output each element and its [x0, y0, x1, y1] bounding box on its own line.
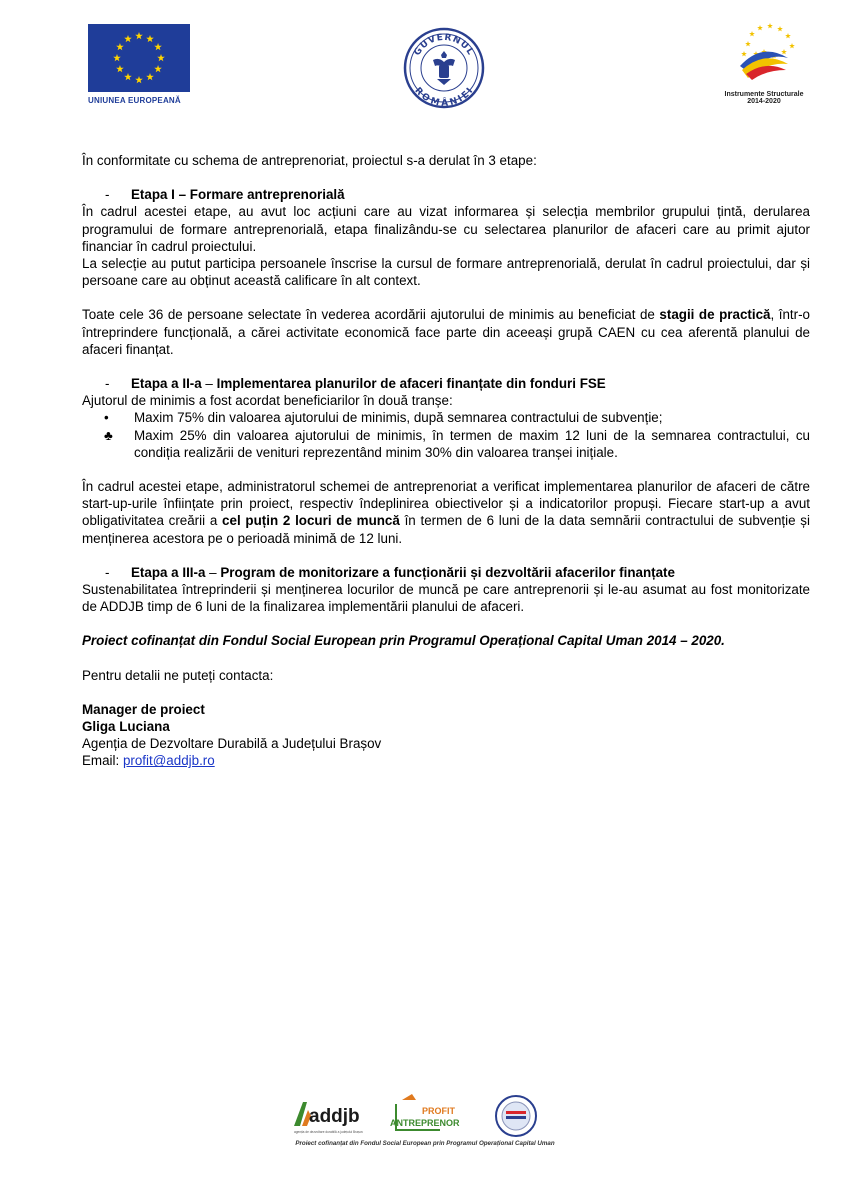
list-item: • Maxim 75% din valoarea ajutorului de minimis, după semnarea contractului de subvenție;	[82, 409, 810, 426]
contact-name: Gliga Luciana	[82, 719, 170, 735]
stage-1-heading: - Etapa I – Formare antreprenorială	[105, 187, 345, 203]
stage-1-paragraph-1: În cadrul acestei etape, au avut loc acțiuni care au vizat informarea și selecția membrilor grupului țintă, derularea programului de formare antreprenorială, etapa finalizându-se cu selectarea planurilor de afaceri care au primit ajutor financiar în cadrul proiectului.	[82, 204, 810, 254]
addjb-wordmark: addjb	[309, 1106, 360, 1127]
list-item: ♣ Maxim 25% din valoarea ajutorului de minimis, în termen de maxim 12 luni de la semnarea contractului, cu condiția realizării de venituri reprezentând minim 30% din valoarea tranșei inițiale.	[82, 427, 810, 461]
bullet-club-icon: ♣	[104, 427, 113, 443]
contact-role: Manager de proiect	[82, 701, 205, 717]
stage-2-paragraph-2: În cadrul acestei etape, administratorul schemei de antreprenoriat a verificat implementarea planurilor de afaceri de către start-up-urile înființate prin proiect, respectiv îndeplinirea obiectivelor și a indicatorilor propuși. Fiecare start-up a avut obligativitatea creării a cel puțin 2 locuri de muncă în termen de 6 luni de la data semnării contractului de subvenție și menținerea acestora pe o perioadă minimă de 12 luni.	[82, 479, 810, 546]
government-seal-logo	[403, 27, 485, 109]
contact-email-line: Email: profit@addjb.ro	[82, 753, 215, 769]
structural-instruments-caption: Instrumente Structurale	[724, 91, 804, 98]
bullet-dot-icon: •	[104, 410, 109, 426]
contact-intro: Pentru detalii ne puteți contacta:	[82, 667, 274, 683]
addjb-tagline: agenția de dezvoltare durabilă a județului Brașov	[294, 1130, 363, 1134]
stage-3-paragraph-1: Sustenabilitatea întreprinderii și menținerea locurilor de muncă pe care antreprenorii și le-au asumat au fost monitorizate de ADDJB timp de 6 luni de la finalizarea implementării planului de afaceri.	[82, 582, 810, 615]
structural-instruments-years: 2014-2020	[747, 98, 781, 105]
partner-emblem-icon	[496, 1096, 536, 1136]
document-body	[82, 152, 810, 770]
cofinance-statement: Proiect cofinanțat din Fondul Social European prin Programul Operațional Capital Uman 2014 – 2020.	[82, 633, 725, 649]
profit-antreprenor-logo	[390, 1094, 460, 1130]
gov-ring-bottom-text: ROMÂNIEI	[412, 85, 476, 109]
stage-3-heading: - Etapa a III-a – Program de monitorizare a funcționării și dezvoltării afacerilor finanțate	[105, 564, 675, 580]
profit-wordmark: PROFIT	[422, 1106, 455, 1116]
stage-2-paragraph-1: Ajutorul de minimis a fost acordat beneficiarilor în două tranșe:	[82, 393, 453, 409]
antreprenor-wordmark: ANTREPRENOR	[390, 1118, 460, 1128]
structural-instruments-icon	[728, 22, 800, 84]
footer-cofinance-note: Proiect cofinanțat din Fondul Social European prin Programul Operațional Capital Uman	[295, 1140, 555, 1147]
footer-logos	[290, 1092, 560, 1138]
eu-flag-icon	[88, 24, 190, 92]
email-link[interactable]: profit@addjb.ro	[122, 753, 215, 769]
stage-1-paragraph-2: La selecție au putut participa persoanele înscrise la cursul de formare antreprenorială, derulat în cadrul proiectului, dar și persoane care au obținut această calificare în alt context.	[82, 256, 810, 289]
gov-ring-top-text: GUVERNUL	[412, 32, 476, 58]
eu-logo	[88, 24, 192, 105]
stage-2-heading: - Etapa a II-a – Implementarea planurilor de afaceri finanțate din fonduri FSE	[105, 376, 606, 392]
eu-caption: UNIUNEA EUROPEANĂ	[88, 96, 181, 105]
contact-organization: Agenția de Dezvoltare Durabilă a Județului Brașov	[82, 736, 382, 752]
stage-1-paragraph-3: Toate cele 36 de persoane selectate în vederea acordării ajutorului de minimis au beneficiat de stagii de practică, într-o întreprindere funcțională, a cărei activitate economică face parte din aceeași grupă CAEN cu cea aferentă planului de afaceri finanțat.	[82, 307, 810, 357]
addjb-logo	[294, 1102, 363, 1134]
structural-instruments-logo	[712, 22, 816, 105]
intro-paragraph: În conformitate cu schema de antreprenoriat, proiectul s-a derulat în 3 etape:	[82, 153, 537, 168]
